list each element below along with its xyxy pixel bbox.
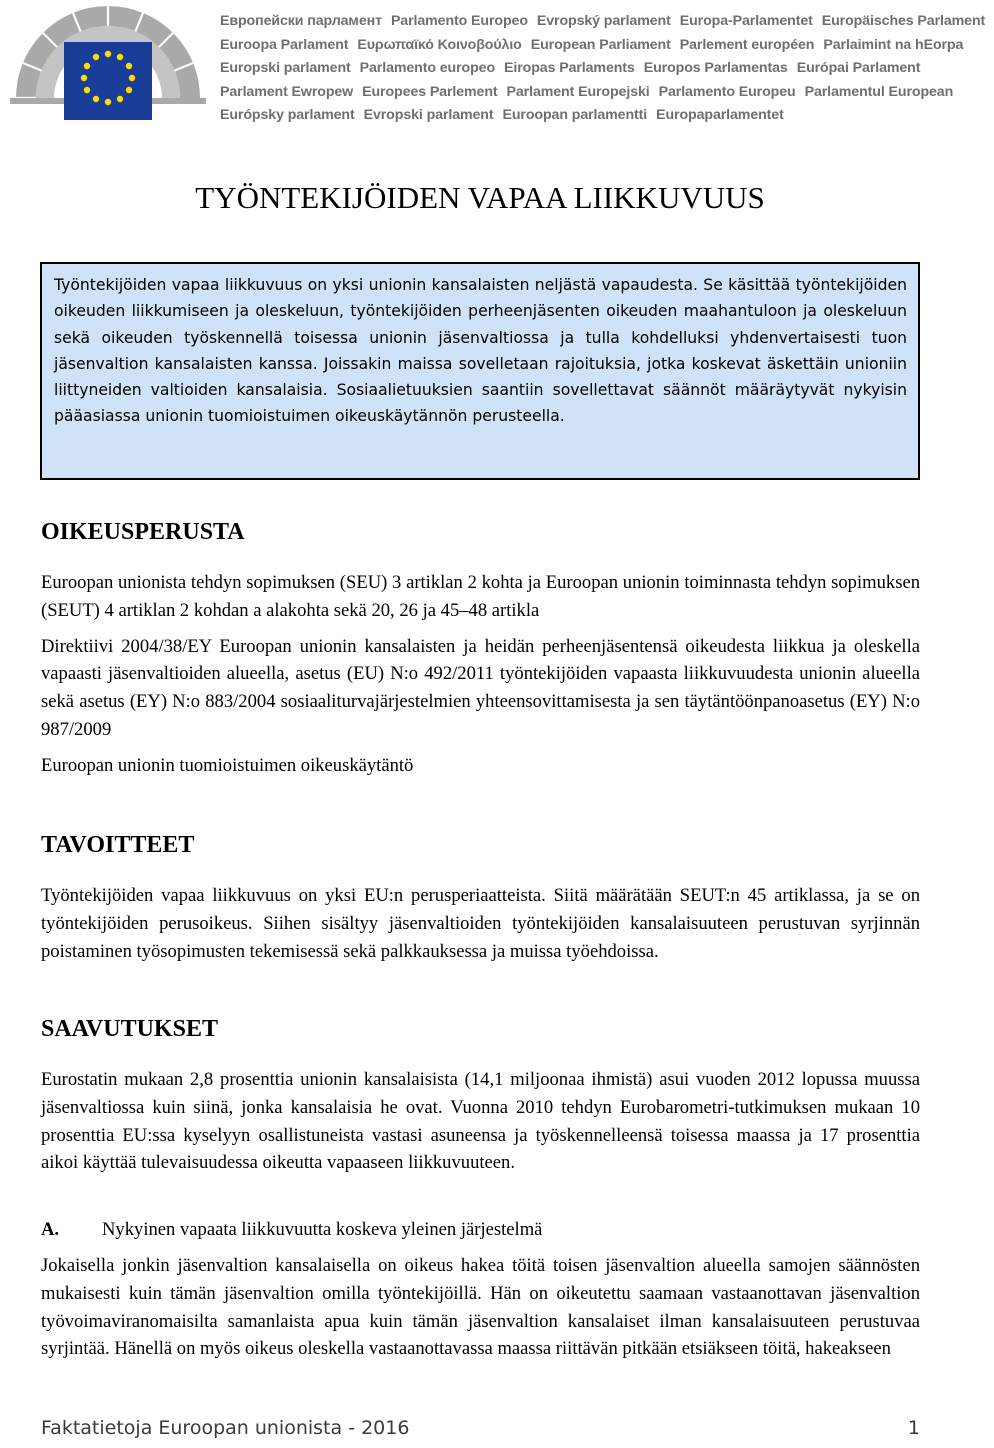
objectives-body <box>41 882 920 965</box>
names-row: Európsky parlament Evropski parlament Euroopan parlamentti Europaparlamentet <box>220 107 784 124</box>
names-row: Europski parlament Parlamento europeo Eiropas Parlaments Europos Parlamentas Európai Parlament <box>220 60 921 77</box>
paragraph: Työntekijöiden vapaa liikkuvuus on yksi EU:n perusperiaatteista. Siitä määrätään SEUT:n 45 artiklassa, ja se on työntekijöiden perusoikeus. Siihen sisältyy jäsenvaltioiden työntekijöiden kansalaisuuteen perustuvan syrjinnän poistaminen työsopimusten tekemisessä sekä palkkauksessa ja muissa työehdoissa. <box>41 885 920 962</box>
paragraph: Direktiivi 2004/38/EY Euroopan unionin kansalaisten ja heidän perheenjäsentensä oikeudesta liikkua ja oleskella vapaasti jäsenvaltioiden alueella, asetus (EU) N:o 492/2011 työntekijöiden vapaasta liikkuvuudesta unionin alueella sekä asetus (EY) N:o 883/2004 sosiaaliturvajärjestelmien yhteensovittamisesta ja sen täytäntöönpanoasetus (EY) N:o 987/2009 <box>41 635 920 740</box>
paragraph: Jokaisella jonkin jäsenvaltion kansalaisella on oikeus hakea töitä toisen jäsenvaltion alueella samojen säännösten mukaisesti kuin tämän jäsenvaltion omilla työntekijöillä. Hän on oikeutettu saamaan vastaanottavan jäsenvaltion työvoimaviranomaisilta samanlaista apua kuin tämän jäsenvaltion kansalaiset ilman kansalaisuuteen perustuvaa syrjintää. Hänellä on myös oikeus oleskella vastaanottavassa maassa riittävän pitkään etsiäkseen töitä, hakeakseen <box>41 1255 920 1360</box>
section-heading-achievements: SAAVUTUKSET <box>41 1016 218 1042</box>
parliament-names <box>220 10 986 128</box>
subsection-heading <box>41 1216 542 1244</box>
footer-text: Faktatietoja Euroopan unionista - 2016 <box>41 1417 410 1439</box>
page-footer <box>41 1417 920 1447</box>
names-row: Parlament Ewropew Europees Parlement Parlament Europejski Parlamento Europeu Parlamentul European <box>220 83 954 100</box>
names-row: Европейски парламент Parlamento Europeo Evropský parlament Europa-Parlamentet Europäisches Parlament <box>220 13 986 29</box>
legal-basis-body <box>41 569 920 780</box>
page-header <box>0 0 986 130</box>
section-heading-objectives: TAVOITTEET <box>41 832 195 858</box>
paragraph: Euroopan unionista tehdyn sopimuksen (SEU) 3 artiklan 2 kohta ja Euroopan unionin toiminnasta tehdyn sopimuksen (SEUT) 4 artiklan 2 kohdan a alakohta sekä 20, 26 ja 45–48 artikla <box>41 572 920 621</box>
subsection-title: Nykyinen vapaata liikkuvuutta koskeva yleinen järjestelmä <box>102 1219 543 1240</box>
page-title: TYÖNTEKIJÖIDEN VAPAA LIIKKUVUUS <box>195 180 765 215</box>
european-parliament-logo <box>2 2 214 120</box>
section-heading-legal-basis: OIKEUSPERUSTA <box>41 519 245 545</box>
names-row: Euroopa Parlament Ευρωπαϊκό Κοινοβούλιο European Parliament Parlement européen Parlaimint na hEorpa <box>220 36 964 53</box>
paragraph: Eurostatin mukaan 2,8 prosenttia unionin kansalaisista (14,1 miljoonaa ihmistä) asui vuoden 2012 lopussa muussa jäsenvaltiossa kuin siinä, jonka kansalaisia he ovat. Vuonna 2010 tehdyn Eurobarometri-tutkimuksen mukaan 10 prosenttia EU:ssa kyselyyn osallistuneista vastasi asuneensa ja työskennelleensä toisessa maassa ja 17 prosenttia aikoi käyttää tulevaisuudessa oikeutta vapaaseen liikkuvuuteen. <box>41 1069 920 1174</box>
paragraph: Euroopan unionin tuomioistuimen oikeuskäytäntö <box>41 754 414 776</box>
achievements-body-continued <box>41 1252 920 1363</box>
summary-box: Työntekijöiden vapaa liikkuvuus on yksi unionin kansalaisten neljästä vapaudesta. Se käsittää työntekijöiden oikeuden liikkumiseen ja oleskeluun, työntekijöiden perheenjäsenten oikeuden maahantuloon ja oleskeluun sekä oikeuden työskennellä toisessa unionin jäsenvaltiossa ja tulla kohdelluksi yhdenvertaisesti tuon jäsenvaltion kansalaisten kanssa. Joissakin maissa sovelletaan rajoituksia, jotka koskevat äskettäin unioniin liittyneiden valtioiden kansalaisia. Sosiaalietuuksien saantiin sovellettavat säännöt määräytyvät nykyisin pääasiassa unionin tuomioistuimen oikeuskäytännön perusteella. <box>40 262 920 480</box>
subsection-number: A. <box>41 1219 60 1240</box>
achievements-body <box>41 1066 920 1177</box>
page-number: 1 <box>907 1417 920 1439</box>
